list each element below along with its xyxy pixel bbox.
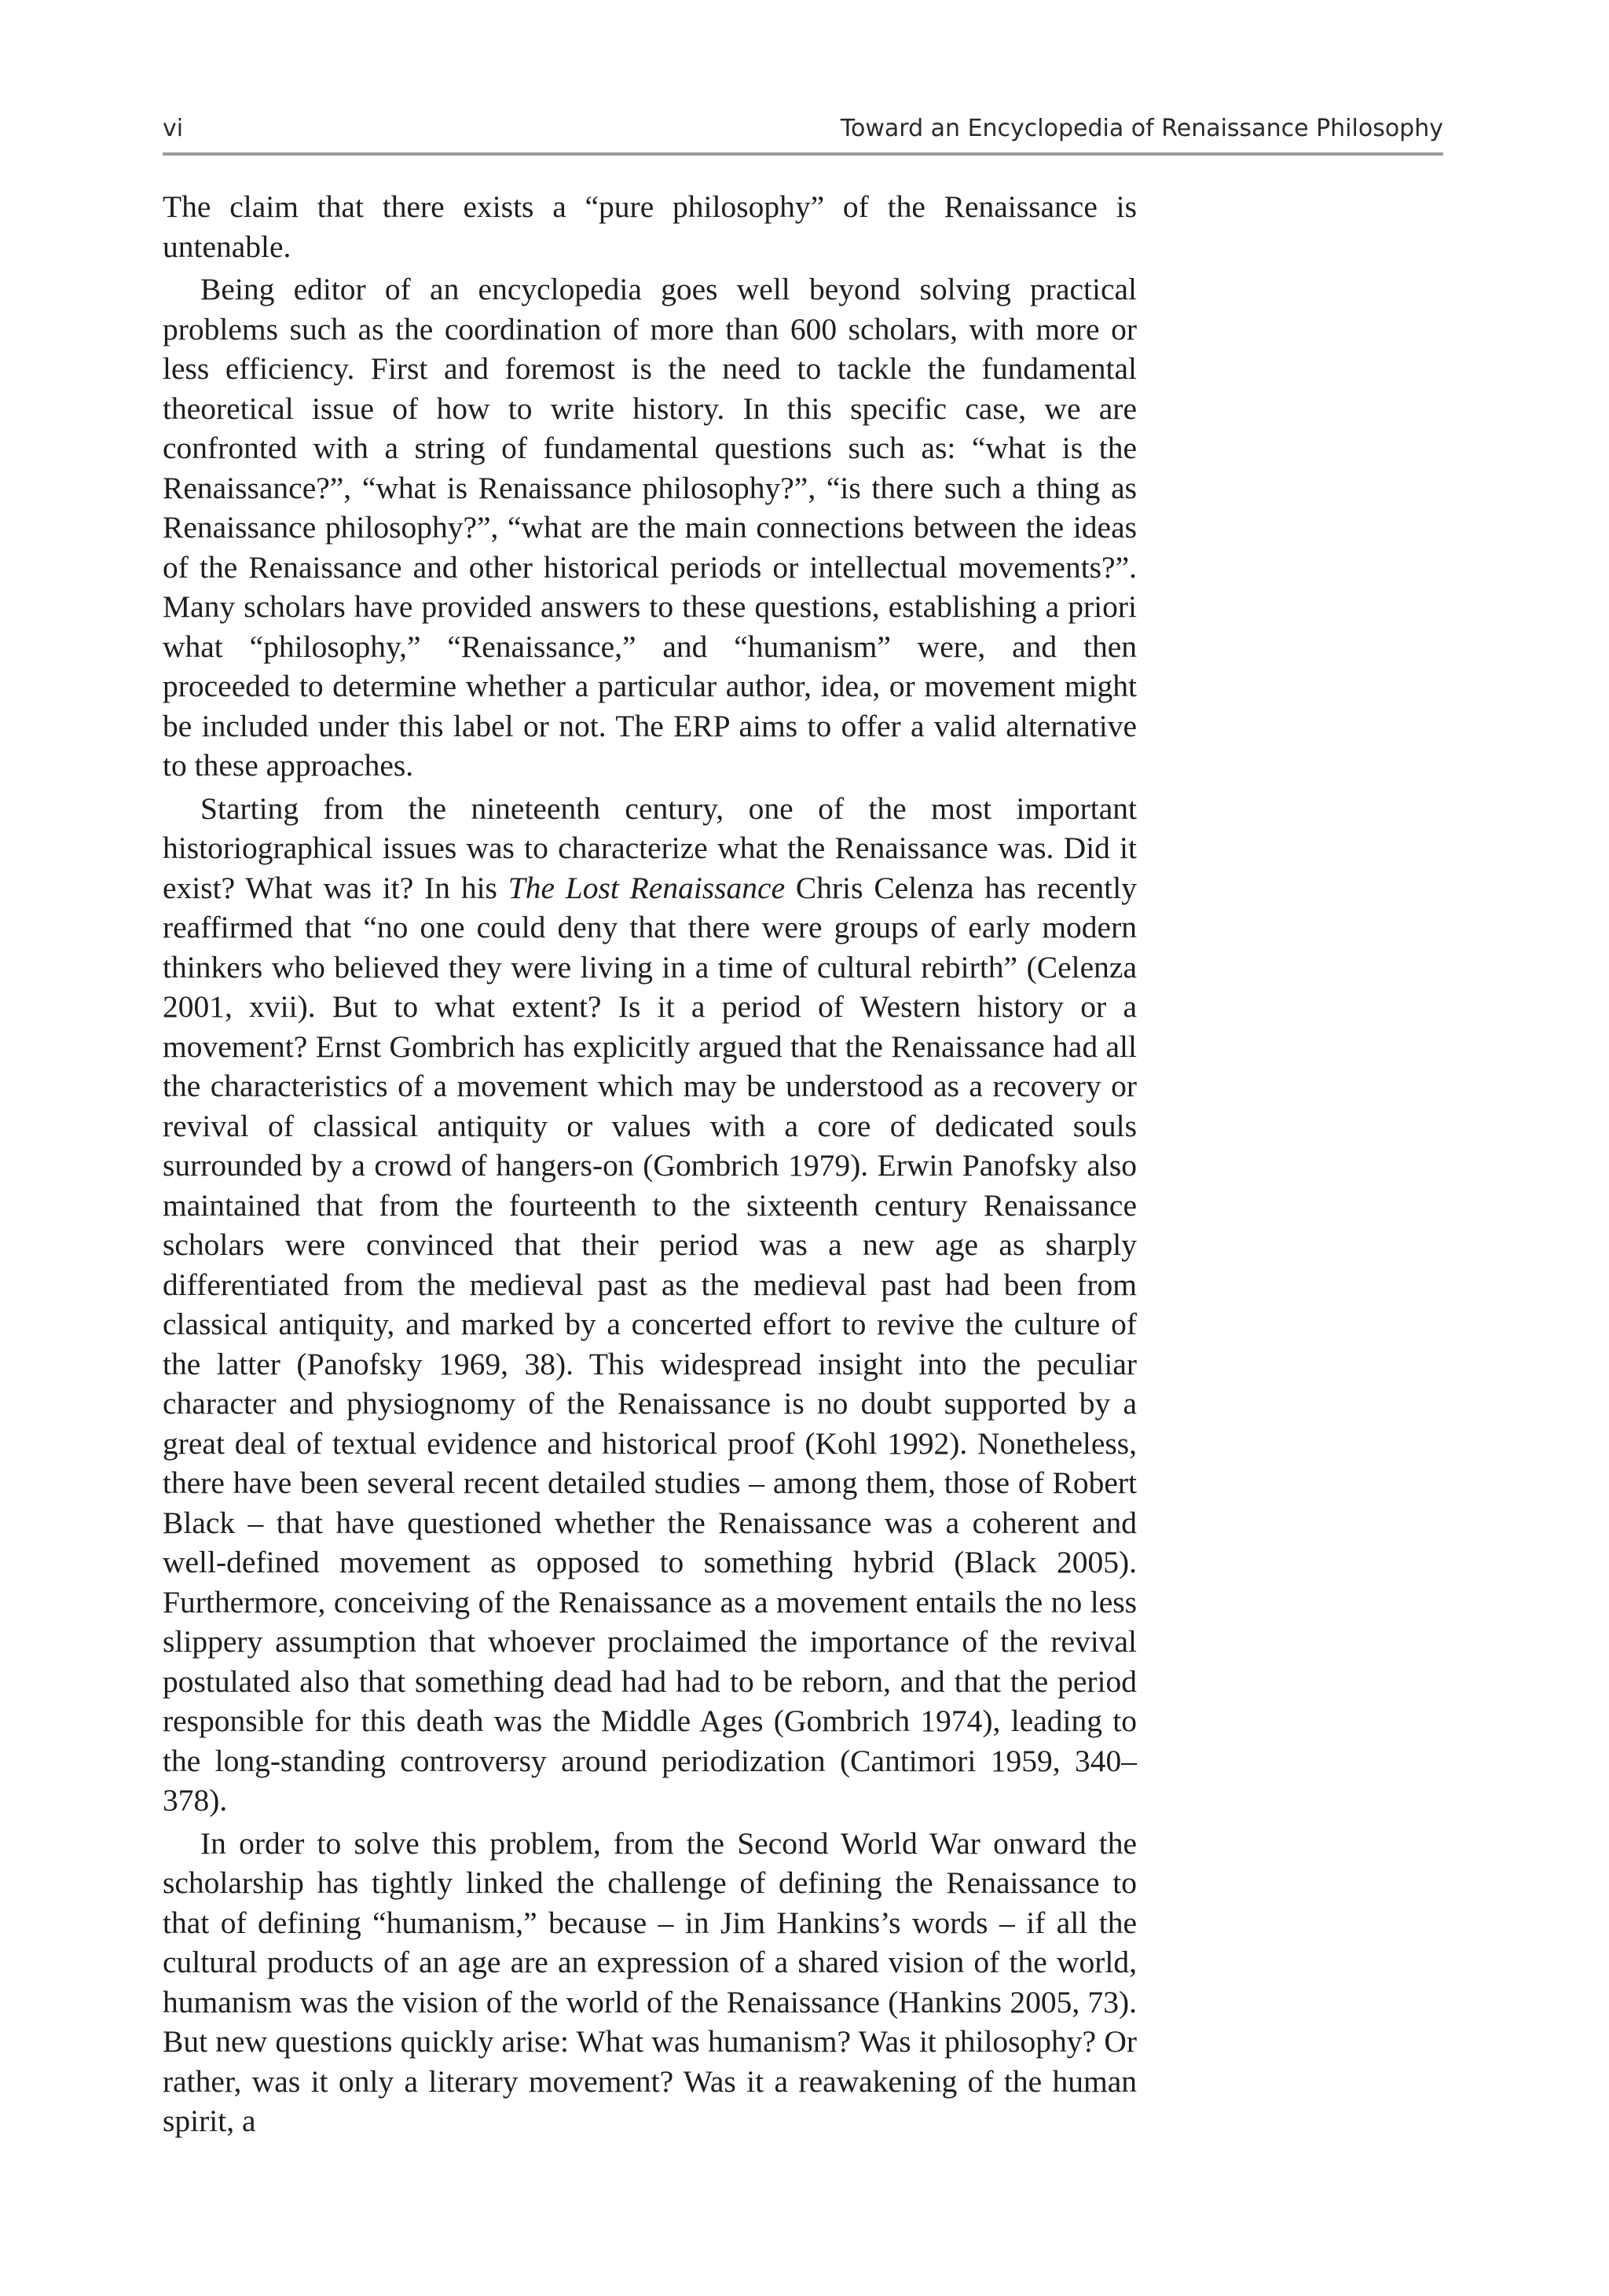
running-header [163,104,1443,151]
paragraph-3 [163,789,1137,1821]
paragraph-2: Being editor of an encyclopedia goes well beyond solving practical problems such as the coordination of more than 600 scholars, with more or less efficiency. First and foremost is the need to tackle the fundamental theoretical issue of how to write history. In this specific case, we are confronted with a string of fundamental questions such as: “what is the Renaissance?”, “what is Renaissance philosophy?”, “is there such a thing as Renaissance philosophy?”, “what are the main connections between the ideas of the Renaissance and other historical periods or intellectual movements?”. Many scholars have provided answers to these questions, establishing a priori what “philosophy,” “Renaissance,” and “humanism” were, and then proceeded to determine whether a particular author, idea, or movement might be included under this label or not. The ERP aims to offer a valid alternative to these approaches. [163,272,1137,783]
paragraph-4: In order to solve this problem, from the Second World War onward the scholarship has tightly linked the challenge of defining the Renaissance to that of defining “humanism,” because – in Jim Hankins’s words – if all the cultural products of an age are an expression of a shared vision of the world, humanism was the vision of the world of the Renaissance (Hankins 2005, 73). But new questions quickly arise: What was humanism? Was it philosophy? Or rather, was it only a literary movement? Was it a reawakening of the human spirit, a [163,1825,1137,2138]
paragraph-3-text-b: Chris Celenza has recently reaffirmed that “no one could deny that there were groups of early modern thinkers who believed they were living in a time of cultural rebirth” (Celenza 2001, xvii). But to what extent? Is it a period of Western history or a movement? Ernst Gombrich has explicitly argued that the Renaissance had all the characteristics of a movement which may be understood as a recovery or revival of classical antiquity or values with a core of dedicated souls surrounded by a crowd of hangers-on (Gombrich 1979). Erwin Panofsky also maintained that from the fourteenth to the sixteenth century Renaissance scholars were convinced that their period was a new age as sharply differentiated from the medieval past as the medieval past had been from classical antiquity, and marked by a concerted effort to revive the culture of the latter (Panofsky 1969, 38). This widespread insight into the peculiar character and physiognomy of the Renaissance is no doubt supported by a great deal of textual evidence and historical proof (Kohl 1992). Nonetheless, there have been several recent detailed studies – among them, those of Robert Black – that have questioned whether the Renaissance was a coherent and well-defined movement as opposed to something hybrid (Black 2005). Furthermore, conceiving of the Renaissance as a movement entails the no less slippery assumption that whoever proclaimed the importance of the revival postulated also that something dead had had to be reborn, and that the period responsible for this death was the Middle Ages (Gombrich 1974), leading to the long-standing controversy around periodization (Cantimori 1959, 340–378). [163,870,1137,1817]
paragraph-3-text-a: Starting from the nineteenth century, one of the most important historiographical issues was to characterize what the Renaissance was. Did it exist? What was it? In his [163,790,1137,905]
header-rule [163,152,1443,156]
page-number: vi [163,115,184,142]
paragraph-1: The claim that there exists a “pure philosophy” of the Renaissance is untenable. [163,189,1137,264]
running-title: Toward an Encyclopedia of Renaissance Philosophy [840,115,1443,142]
book-title-italic: The Lost Renaissance [508,870,786,905]
body-text [163,187,1137,2144]
